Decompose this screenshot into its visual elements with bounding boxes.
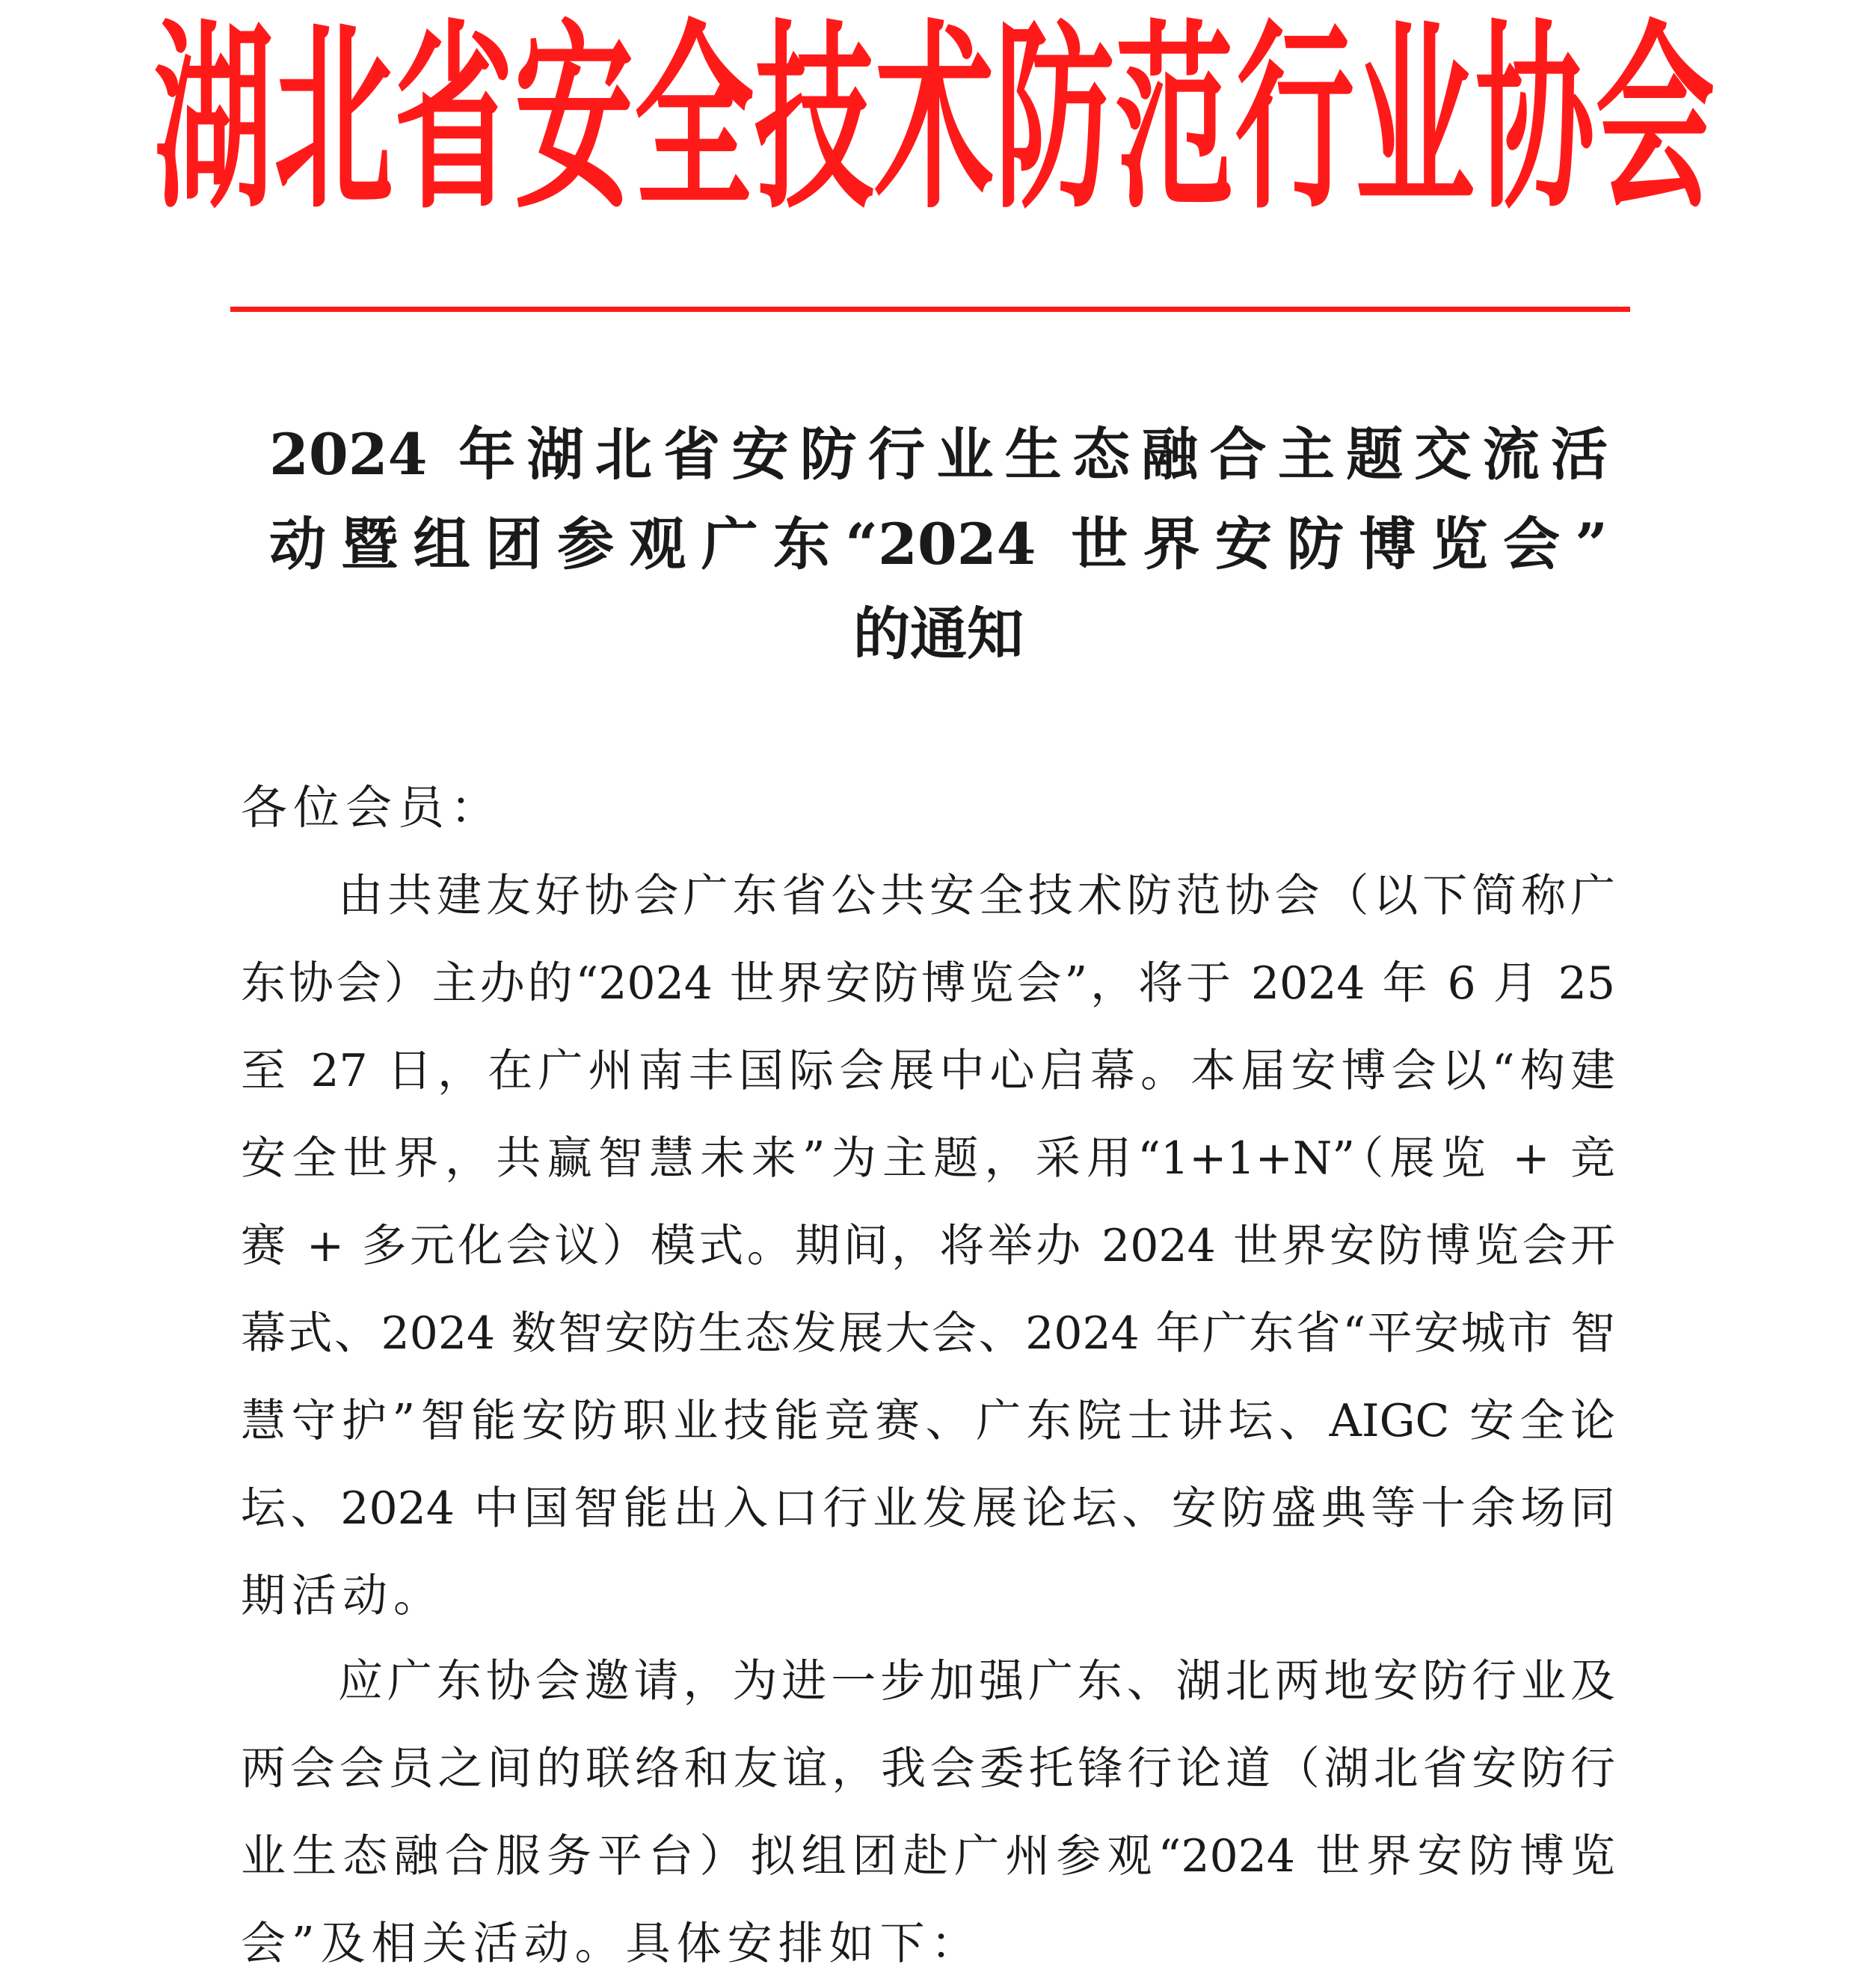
paragraph-line: 赛 + 多元化会议）模式。期间，将举办 2024 世界安防博览会开 [241, 1220, 1615, 1272]
body-paragraph-1 [241, 853, 1615, 1640]
paragraph-line: 应广东协会邀请，为进一步加强广东、湖北两地安防行业及 [338, 1655, 1615, 1708]
paragraph-line: 幕式、2024 数智安防生态发展大会、2024 年广东省“平安城市 智 [241, 1307, 1615, 1360]
salutation: 各位会员： [241, 780, 503, 835]
body-paragraph-2 [241, 1638, 1615, 1988]
document-title [224, 410, 1629, 679]
paragraph-line: 会”及相关活动。具体安排如下： [241, 1918, 982, 1970]
paragraph-line: 两会会员之间的联络和友谊，我会委托锋行论道（湖北省安防行 [241, 1743, 1615, 1795]
paragraph-line: 业生态融合服务平台）拟组团赴广州参观“2024 世界安防博览 [241, 1830, 1615, 1883]
letterhead-organization-name: 湖北省安全技术防范行业协会 [153, 3, 1716, 236]
paragraph-line: 由共建友好协会广东省公共安全技术防范协会（以下简称广 [338, 870, 1615, 922]
paragraph-line: 东协会）主办的“2024 世界安防博览会”，将于 2024 年 6 月 25 [241, 957, 1615, 1010]
title-line-2: 动暨组团参观广东“2024 世界安防博览会” [269, 511, 1608, 577]
title-line-1: 2024 年湖北省安防行业生态融合主题交流活 [269, 421, 1608, 488]
paragraph-line: 安全世界，共赢智慧未来”为主题，采用“1+1+N”（展览 + 竞 [241, 1132, 1615, 1185]
paragraph-line: 至 27 日，在广州南丰国际会展中心启幕。本届安博会以“构建 [241, 1045, 1615, 1097]
paragraph-line: 期活动。 [241, 1570, 444, 1622]
paragraph-line: 慧守护”智能安防职业技能竞赛、广东院士讲坛、AIGC 安全论 [241, 1395, 1615, 1447]
paragraph-line: 坛、2024 中国智能出入口行业发展论坛、安防盛典等十余场同 [241, 1482, 1615, 1535]
title-line-3: 的通知 [853, 601, 1024, 667]
letterhead-divider [230, 307, 1630, 312]
